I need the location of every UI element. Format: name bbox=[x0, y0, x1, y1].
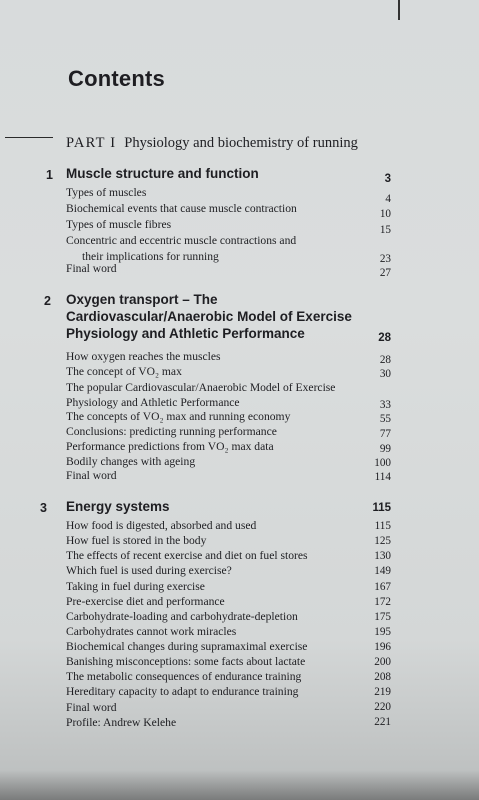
toc-entry: The concepts of VO₂ max and running economy bbox=[66, 410, 291, 423]
toc-page: 196 bbox=[374, 641, 391, 653]
part-rule bbox=[5, 137, 53, 138]
toc-entry: Physiology and Athletic Performance bbox=[66, 396, 240, 409]
toc-page: 4 bbox=[385, 193, 391, 205]
page-bottom-shadow bbox=[0, 770, 479, 800]
toc-entry: How fuel is stored in the body bbox=[66, 534, 207, 547]
toc-entry: Banishing misconceptions: some facts about lactate bbox=[66, 655, 306, 668]
toc-page: 195 bbox=[374, 626, 391, 638]
toc-page: 208 bbox=[374, 671, 391, 683]
toc-page: 77 bbox=[379, 428, 391, 440]
toc-page: 55 bbox=[379, 413, 391, 425]
toc-page: 125 bbox=[374, 535, 391, 547]
chapter-title: Energy systems bbox=[66, 499, 170, 514]
toc-entry: Final word bbox=[66, 262, 117, 275]
toc-page: 27 bbox=[379, 267, 391, 279]
toc-entry: Biochemical events that cause muscle contraction bbox=[66, 202, 297, 215]
part-heading bbox=[66, 135, 358, 152]
toc-entry: Types of muscle fibres bbox=[66, 218, 172, 231]
toc-page: 33 bbox=[379, 399, 391, 411]
toc-entry: The effects of recent exercise and diet on fuel stores bbox=[66, 549, 308, 562]
chapter-page: 28 bbox=[378, 332, 391, 344]
chapter-title: Oxygen transport – The Cardiovascular/Anaerobic Model of Exercise Physiology and Athletic Performance bbox=[66, 292, 352, 341]
toc-page: 99 bbox=[379, 443, 391, 455]
toc-page: 167 bbox=[374, 581, 391, 593]
chapter-number: 2 bbox=[44, 294, 51, 308]
part-title: Physiology and biochemistry of running bbox=[124, 135, 358, 151]
toc-entry: Final word bbox=[66, 701, 117, 714]
toc-page: 30 bbox=[379, 368, 391, 380]
toc-page: 220 bbox=[374, 701, 391, 713]
toc-entry: The concept of VO₂ max bbox=[66, 365, 182, 378]
toc-page: 221 bbox=[374, 716, 391, 728]
chapter-page: 115 bbox=[372, 502, 391, 514]
toc-entry: Taking in fuel during exercise bbox=[66, 580, 205, 593]
part-label: PART I bbox=[66, 135, 117, 151]
toc-entry: Bodily changes with ageing bbox=[66, 455, 196, 468]
toc-entry: The metabolic consequences of endurance training bbox=[66, 670, 302, 683]
toc-page: 23 bbox=[379, 253, 391, 265]
toc-page: 175 bbox=[374, 611, 391, 623]
toc-entry: Performance predictions from VO₂ max data bbox=[66, 440, 274, 453]
toc-page: 114 bbox=[374, 471, 391, 483]
chapter-number: 1 bbox=[46, 168, 53, 182]
page-title: Contents bbox=[68, 66, 165, 91]
toc-page: 200 bbox=[374, 656, 391, 668]
toc-entry: Carbohydrates cannot work miracles bbox=[66, 625, 237, 638]
toc-entry: Which fuel is used during exercise? bbox=[66, 564, 232, 577]
chapter-page: 3 bbox=[384, 173, 391, 185]
toc-entry: Profile: Andrew Kelehe bbox=[66, 716, 177, 729]
page-edge-mark bbox=[398, 0, 400, 20]
toc-entry: Conclusions: predicting running performance bbox=[66, 425, 277, 438]
toc-page: 219 bbox=[374, 686, 391, 698]
toc-entry: How food is digested, absorbed and used bbox=[66, 519, 257, 532]
toc-page: 172 bbox=[374, 596, 391, 608]
chapter-title: Muscle structure and function bbox=[66, 166, 259, 181]
toc-page: 100 bbox=[374, 457, 391, 469]
toc-entry: Pre-exercise diet and performance bbox=[66, 595, 225, 608]
toc-page: 15 bbox=[379, 224, 391, 236]
chapter-number: 3 bbox=[40, 501, 47, 515]
toc-entry: Hereditary capacity to adapt to endurance training bbox=[66, 685, 299, 698]
toc-page: 130 bbox=[374, 550, 391, 562]
toc-entry: Carbohydrate-loading and carbohydrate-depletion bbox=[66, 610, 298, 623]
toc-page: 28 bbox=[379, 354, 391, 366]
toc-page: 149 bbox=[374, 565, 391, 577]
toc-entry: their implications for running bbox=[82, 250, 219, 263]
toc-entry: Concentric and eccentric muscle contractions and bbox=[66, 234, 297, 247]
toc-entry: Biochemical changes during supramaximal exercise bbox=[66, 640, 308, 653]
toc-page: 10 bbox=[379, 208, 391, 220]
toc-entry: How oxygen reaches the muscles bbox=[66, 350, 221, 363]
toc-entry: Final word bbox=[66, 469, 117, 482]
toc-entry: The popular Cardiovascular/Anaerobic Model of Exercise bbox=[66, 381, 336, 394]
toc-entry: Types of muscles bbox=[66, 186, 147, 199]
toc-page: 115 bbox=[374, 520, 391, 532]
